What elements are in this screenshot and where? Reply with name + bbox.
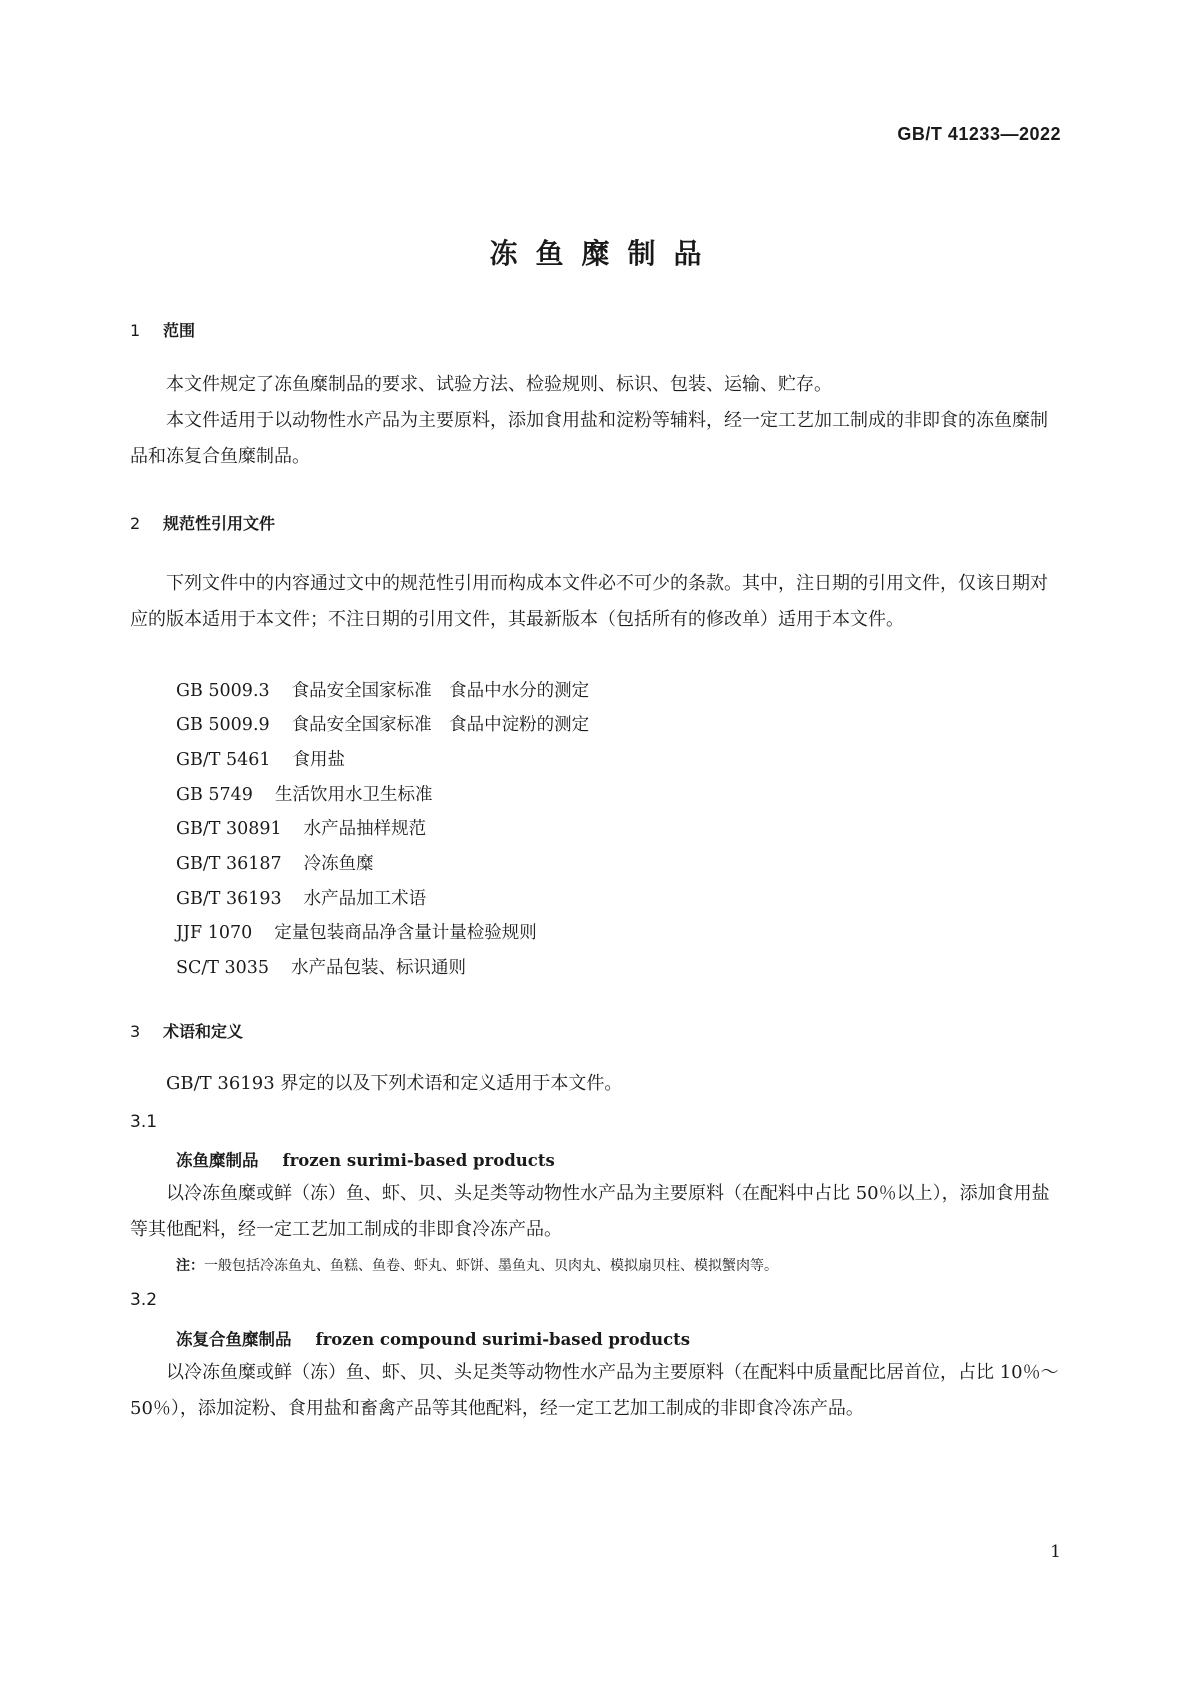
- term-heading: [176, 1147, 555, 1171]
- section-1-heading: [130, 318, 195, 341]
- term-zh: 冻复合鱼糜制品: [176, 1330, 292, 1349]
- page-number: 1: [1050, 1542, 1061, 1562]
- reference-item: [176, 746, 345, 771]
- reference-title: 生活饮用水卫生标准: [274, 785, 433, 805]
- section-number: 2: [130, 514, 141, 533]
- section-3-heading: [130, 1019, 243, 1042]
- reference-code: GB/T 5461: [176, 750, 271, 770]
- reference-code: GB/T 36193: [176, 889, 282, 909]
- standard-code: GB/T 41233—2022: [897, 124, 1061, 144]
- term-note: [176, 1255, 778, 1275]
- reference-item: [176, 885, 426, 910]
- reference-item: [176, 919, 537, 944]
- reference-title: 食品安全国家标准 食品中水分的测定: [291, 681, 590, 701]
- term-definition: 以冷冻鱼糜或鲜（冻）鱼、虾、贝、头足类等动物性水产品为主要原料（在配料中占比 50％以上），添加食用盐等其他配料，经一定工艺加工制成的非即食冷冻产品。: [130, 1183, 1050, 1240]
- section-number: 3: [130, 1022, 141, 1041]
- term-en: frozen compound surimi-based products: [315, 1330, 691, 1349]
- reference-item: [176, 815, 426, 840]
- section-title: 范围: [163, 321, 196, 340]
- clause-number: 3.1: [130, 1112, 158, 1132]
- document-title: 冻鱼糜制品: [489, 237, 720, 270]
- reference-title: 水产品包装、标识通则: [291, 958, 467, 978]
- term-en: frozen surimi-based products: [282, 1151, 555, 1170]
- term-definition: 以冷冻鱼糜或鲜（冻）鱼、虾、贝、头足类等动物性水产品为主要原料（在配料中质量配比居首位，占比 10％～50％），添加淀粉、食用盐和畜禽产品等其他配料，经一定工艺加工制成的非即食冷冻产品。: [130, 1362, 1059, 1419]
- clause-number: 3.2: [130, 1290, 158, 1310]
- reference-code: GB 5009.3: [176, 681, 270, 701]
- reference-title: 冷冻鱼糜: [303, 854, 374, 874]
- section-title: 术语和定义: [163, 1022, 244, 1041]
- reference-item: [176, 711, 589, 736]
- section-1-paragraph-1: 本文件规定了冻鱼糜制品的要求、试验方法、检验规则、标识、包装、运输、贮存。: [166, 374, 832, 395]
- reference-code: GB/T 30891: [176, 819, 282, 839]
- section-2-heading: [130, 511, 275, 534]
- reference-title: 定量包装商品净含量计量检验规则: [274, 923, 537, 943]
- term-zh: 冻鱼糜制品: [176, 1151, 259, 1170]
- reference-item: [176, 781, 432, 806]
- reference-title: 水产品抽样规范: [303, 819, 427, 839]
- section-title: 规范性引用文件: [163, 514, 276, 533]
- reference-code: GB 5009.9: [176, 715, 270, 735]
- reference-code: GB 5749: [176, 785, 253, 805]
- note-text: 一般包括冷冻鱼丸、鱼糕、鱼卷、虾丸、虾饼、墨鱼丸、贝肉丸、模拟扇贝柱、模拟蟹肉等。: [204, 1258, 778, 1274]
- reference-code: GB/T 36187: [176, 854, 282, 874]
- note-label: 注：: [176, 1258, 204, 1274]
- reference-code: SC/T 3035: [176, 958, 270, 978]
- section-3-paragraph-1: GB/T 36193 界定的以及下列术语和定义适用于本文件。: [166, 1073, 623, 1094]
- term-heading: [176, 1326, 690, 1350]
- reference-title: 食用盐: [292, 750, 346, 770]
- reference-item: [176, 850, 374, 875]
- section-2-paragraph-1: 下列文件中的内容通过文中的规范性引用而构成本文件必不可少的条款。其中，注日期的引用文件，仅该日期对应的版本适用于本文件；不注日期的引用文件，其最新版本（包括所有的修改单）适用于本文件。: [130, 573, 1048, 630]
- reference-item: [176, 954, 466, 979]
- section-number: 1: [130, 321, 141, 340]
- reference-title: 水产品加工术语: [303, 889, 427, 909]
- reference-item: [176, 677, 589, 702]
- reference-title: 食品安全国家标准 食品中淀粉的测定: [291, 715, 590, 735]
- reference-code: JJF 1070: [176, 923, 253, 943]
- section-1-paragraph-2: 本文件适用于以动物性水产品为主要原料，添加食用盐和淀粉等辅料，经一定工艺加工制成的非即食的冻鱼糜制品和冻复合鱼糜制品。: [130, 410, 1048, 467]
